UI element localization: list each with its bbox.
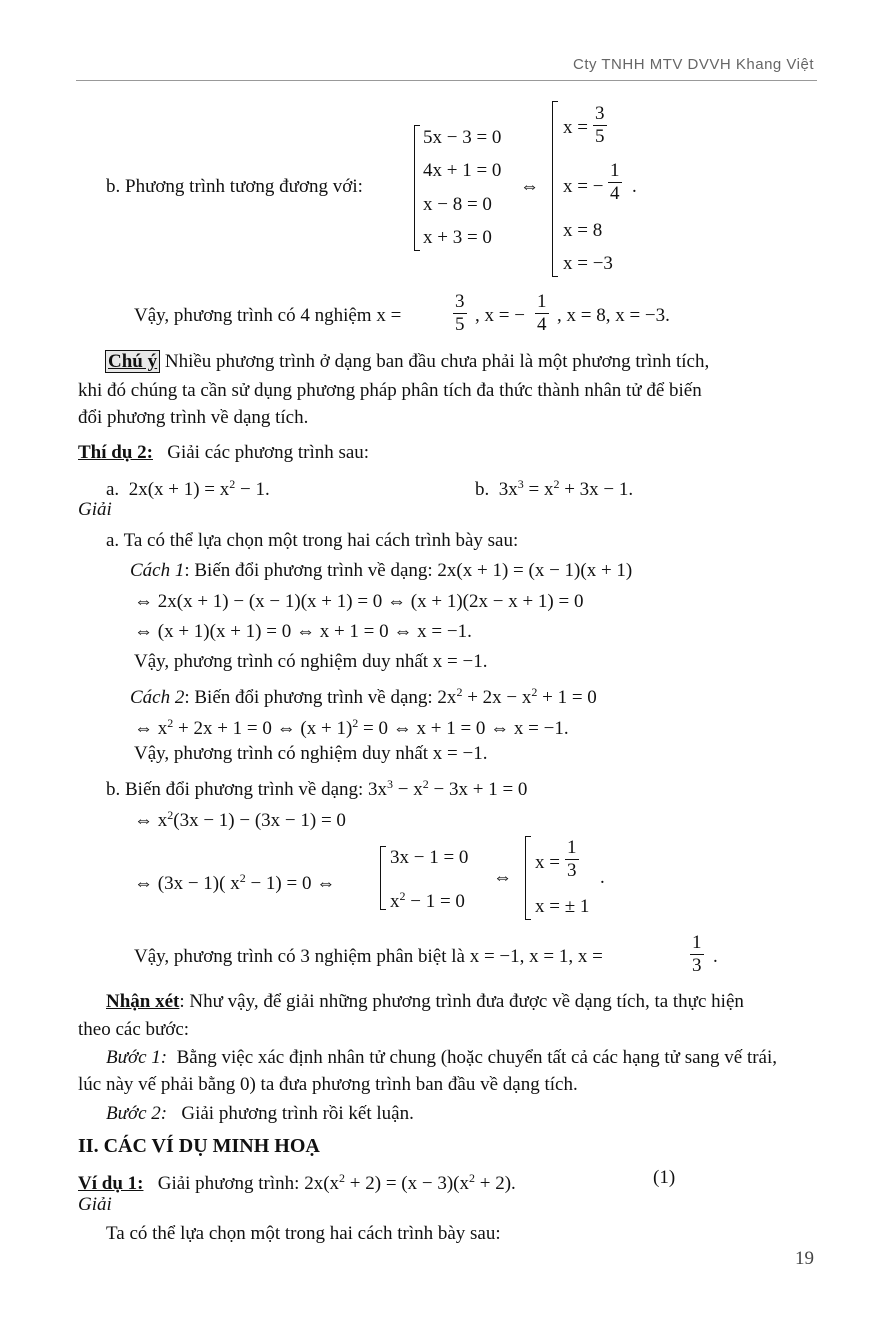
b-sol-2: x = ± 1 <box>535 896 590 917</box>
sup-2: 2 <box>352 716 359 730</box>
cach-1-line <box>130 559 632 583</box>
cach-2-text-a: : Biến đổi phương trình về dạng: 2x <box>184 687 457 708</box>
system-eq-1: 5x − 3 = 0 <box>423 127 502 148</box>
system-eq-3: x − 8 = 0 <box>423 194 492 215</box>
example-2-b-post: + 3x − 1. <box>559 479 634 500</box>
cach-1-label: Cách 1 <box>130 560 185 581</box>
b-conclusion-end: . <box>713 946 718 967</box>
solution-2-b-line-3 <box>134 866 335 896</box>
sol-3: x = 8 <box>563 220 603 241</box>
sol-1-den: 5 <box>595 126 605 147</box>
conclusion-1-frac-2 <box>535 291 549 336</box>
example-1-giai: Giải <box>78 1194 112 1215</box>
example-1-line <box>78 1166 516 1196</box>
b-l2-a: ⇔ x <box>134 810 168 831</box>
note-text-1: Nhiều phương trình ở dạng ban đầu chưa phải là một phương trình tích, <box>164 351 710 372</box>
cach-2-line <box>130 680 597 710</box>
b-equiv-arrow: ⇔ <box>493 867 512 888</box>
b-l2-b: (3x − 1) − (3x − 1) = 0 <box>173 810 346 831</box>
conclusion-1-prefix: Vậy, phương trình có 4 nghiệm x = <box>134 305 402 326</box>
conclusion-1-frac-2-num: 1 <box>537 291 547 312</box>
equiv-arrow: ⇔ <box>520 176 539 197</box>
b-sol-1-num: 1 <box>567 837 577 858</box>
sup-2: 2 <box>229 477 236 491</box>
cach-2-text-c: + 1 = 0 <box>537 687 597 708</box>
sup-2: 2 <box>553 477 560 491</box>
remark-label: Nhận xét <box>106 991 180 1012</box>
cach-2-l2-c: = 0 ⇔ x + 1 = 0 ⇔ x = −1. <box>358 718 569 739</box>
b-sys2-a: x <box>390 891 400 912</box>
b-l1-a: b. Biến đổi phương trình về dạng: 3x <box>106 779 388 800</box>
system-eq-4: x + 3 = 0 <box>423 227 492 248</box>
b-sol-1-lhs: x = <box>535 852 560 873</box>
cach-1-line-3: ⇔ (x + 1)(x + 1) = 0 ⇔ x + 1 = 0 ⇔ x = −1. <box>134 621 472 642</box>
note-label: Chú ý <box>105 350 160 373</box>
example-1-label: Ví dụ 1: <box>78 1173 144 1194</box>
section-title: II. CÁC VÍ DỤ MINH HOẠ <box>78 1135 320 1157</box>
sup-2: 2 <box>456 685 463 699</box>
b-system-eq-1: 3x − 1 = 0 <box>390 847 469 868</box>
b-l3-a: ⇔ (3x − 1)( x <box>134 873 240 894</box>
cach-1-line-2: ⇔ 2x(x + 1) − (x − 1)(x + 1) = 0 ⇔ (x + 1)(2x − x + 1) = 0 <box>134 591 584 612</box>
conclusion-1-frac-1 <box>453 291 467 336</box>
example-2-heading <box>78 441 369 465</box>
step-1-text: Bằng việc xác định nhân tử chung (hoặc chuyển tất cả các hạng tử sang vế trái, <box>176 1047 778 1068</box>
step-1-line <box>106 1046 777 1070</box>
example-1-text-a: Giải phương trình: 2x(x <box>157 1173 340 1194</box>
cach-1-conclusion: Vậy, phương trình có nghiệm duy nhất x = −1. <box>134 651 488 672</box>
sup-2: 2 <box>399 889 406 903</box>
sol-2-fraction <box>608 160 622 205</box>
note-line-2: khi đó chúng ta cần sử dụng phương pháp phân tích đa thức thành nhân tử để biến <box>78 380 702 401</box>
b-conclusion-den: 3 <box>692 955 702 976</box>
step-1-label: Bước 1: <box>106 1047 168 1068</box>
sol-4: x = −3 <box>563 253 613 274</box>
example-2-label: Thí dụ 2: <box>78 442 153 463</box>
sol-end-dot: . <box>632 176 637 197</box>
b-solution-bracket <box>525 836 531 920</box>
sol-2-lhs: x = − <box>563 176 604 197</box>
part-b-intro: b. Phương trình tương đương với: <box>106 176 363 197</box>
solution-2-giai: Giải <box>78 499 112 520</box>
example-2-a-post: − 1. <box>235 479 270 500</box>
conclusion-1-frac-1-num: 3 <box>455 291 465 312</box>
sup-2: 2 <box>167 716 174 730</box>
solution-2-b-line-2 <box>134 803 346 833</box>
equation-number: (1) <box>653 1167 676 1188</box>
sol-2-den: 4 <box>610 183 620 204</box>
conclusion-1-mid: , x = − <box>475 305 525 326</box>
remark-line-2: theo các bước: <box>78 1019 190 1040</box>
page-number: 19 <box>795 1248 814 1269</box>
b-system-eq-2 <box>390 884 465 914</box>
b-conclusion-num: 1 <box>692 932 702 953</box>
example-2-b <box>475 472 633 502</box>
example-2-b-label: b. <box>475 479 490 500</box>
example-1-text-b: + 2) = (x − 3)(x <box>345 1173 469 1194</box>
system-eq-2: 4x + 1 = 0 <box>423 160 502 181</box>
cach-2-l2-a: ⇔ x <box>134 718 168 739</box>
b-l1-b: − x <box>393 779 423 800</box>
sup-2: 2 <box>239 871 246 885</box>
b-conclusion-fraction <box>690 932 704 977</box>
note-line-3: đổi phương trình về dạng tích. <box>78 407 309 428</box>
step-1-line-2: lúc này vế phải bằng 0) ta đưa phương trình ban đầu về dạng tích. <box>78 1074 578 1095</box>
b-sol-1-den: 3 <box>567 860 577 881</box>
conclusion-1-suffix: , x = 8, x = −3. <box>557 305 670 326</box>
sup-2: 2 <box>531 685 538 699</box>
solution-2-a-intro: a. Ta có thể lựa chọn một trong hai cách trình bày sau: <box>106 530 519 551</box>
example-2-a-label: a. <box>106 479 120 500</box>
running-header: Cty TNHH MTV DVVH Khang Việt <box>572 56 814 73</box>
b-conclusion-prefix: Vậy, phương trình có 3 nghiệm phân biệt là x = −1, x = 1, x = <box>134 946 603 967</box>
cach-2-line-2 <box>134 711 569 741</box>
example-2-title: Giải các phương trình sau: <box>167 442 370 463</box>
cach-2-conclusion: Vậy, phương trình có nghiệm duy nhất x = −1. <box>134 743 488 764</box>
sol-1-lhs: x = <box>563 117 588 138</box>
sup-3: 3 <box>517 477 524 491</box>
sup-2: 2 <box>422 777 429 791</box>
header-rule <box>76 80 817 81</box>
cach-2-label: Cách 2 <box>130 687 185 708</box>
sol-1-fraction <box>593 103 607 148</box>
conclusion-1-frac-2-den: 4 <box>537 314 547 335</box>
sup-2: 2 <box>167 808 174 822</box>
solution-bracket <box>552 101 558 277</box>
cach-1-text: : Biến đổi phương trình về dạng: 2x(x + 1) = (x − 1)(x + 1) <box>184 560 633 581</box>
b-sol-1-fraction <box>565 837 579 882</box>
system-bracket <box>414 125 420 251</box>
conclusion-1-frac-1-den: 5 <box>455 314 465 335</box>
cach-2-l2-b: + 2x + 1 = 0 ⇔ (x + 1) <box>173 718 353 739</box>
solution-2-b-line-1 <box>106 772 527 802</box>
b-sol-end: . <box>600 867 605 888</box>
step-2-label: Bước 2: <box>106 1103 168 1124</box>
sol-1-num: 3 <box>595 103 605 124</box>
b-l1-c: − 3x + 1 = 0 <box>428 779 528 800</box>
example-1-text-c: + 2). <box>475 1173 516 1194</box>
sup-3: 3 <box>387 777 394 791</box>
note-line-1 <box>105 350 709 374</box>
b-sys2-b: − 1 = 0 <box>405 891 465 912</box>
step-2-line <box>106 1102 414 1126</box>
example-2-a <box>106 472 270 502</box>
b-l3-b: − 1) = 0 ⇔ <box>245 873 336 894</box>
remark-line-1 <box>106 990 744 1014</box>
example-1-intro: Ta có thể lựa chọn một trong hai cách trình bày sau: <box>106 1223 501 1244</box>
example-2-b-mid: = x <box>523 479 554 500</box>
b-system-bracket <box>380 846 386 910</box>
example-2-a-pre: 2x(x + 1) = x <box>128 479 230 500</box>
cach-2-text-b: + 2x − x <box>462 687 532 708</box>
step-2-text: Giải phương trình rồi kết luận. <box>181 1103 414 1124</box>
sol-2-num: 1 <box>610 160 620 181</box>
sup-2: 2 <box>469 1171 475 1185</box>
sup-2: 2 <box>339 1171 346 1185</box>
example-2-b-pre: 3x <box>498 479 518 500</box>
remark-text-1: : Như vậy, để giải những phương trình đưa được về dạng tích, ta thực hiện <box>179 991 744 1012</box>
